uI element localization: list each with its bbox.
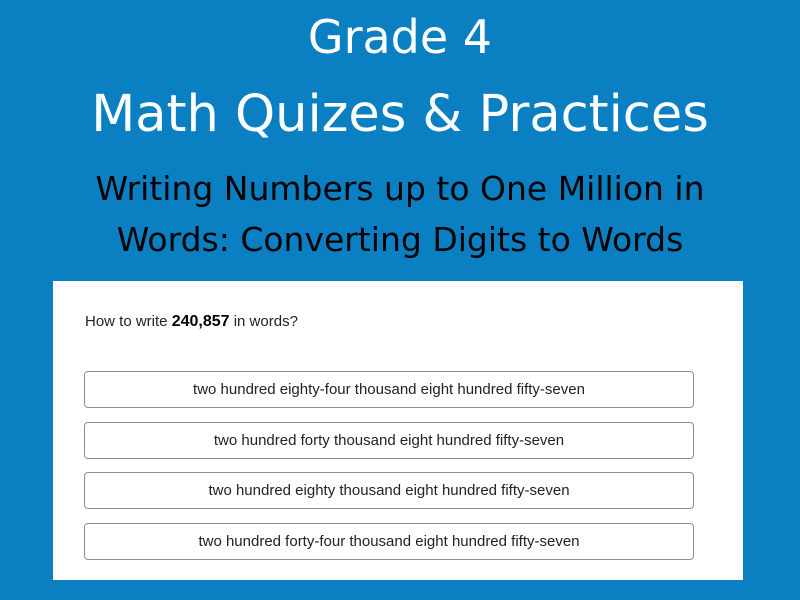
question-number: 240,857 (171, 313, 230, 330)
quiz-card (53, 281, 743, 580)
subject-title: Math Quizes & Practices (91, 85, 709, 144)
grade-title: Grade 4 (307, 10, 493, 64)
topic-title-line-1: Writing Numbers up to One Million in (95, 169, 705, 208)
answer-option-1[interactable]: two hundred eighty-four thousand eight hundred fifty-seven (84, 371, 694, 408)
question-text (85, 311, 298, 333)
question-prefix: How to write (85, 313, 168, 330)
question-suffix: in words? (233, 313, 298, 330)
answer-option-3[interactable]: two hundred eighty thousand eight hundred fifty-seven (84, 472, 694, 509)
answer-option-4[interactable]: two hundred forty-four thousand eight hundred fifty-seven (84, 523, 694, 560)
topic-title-line-2: Words: Converting Digits to Words (116, 220, 684, 259)
answer-option-2[interactable]: two hundred forty thousand eight hundred fifty-seven (84, 422, 694, 459)
